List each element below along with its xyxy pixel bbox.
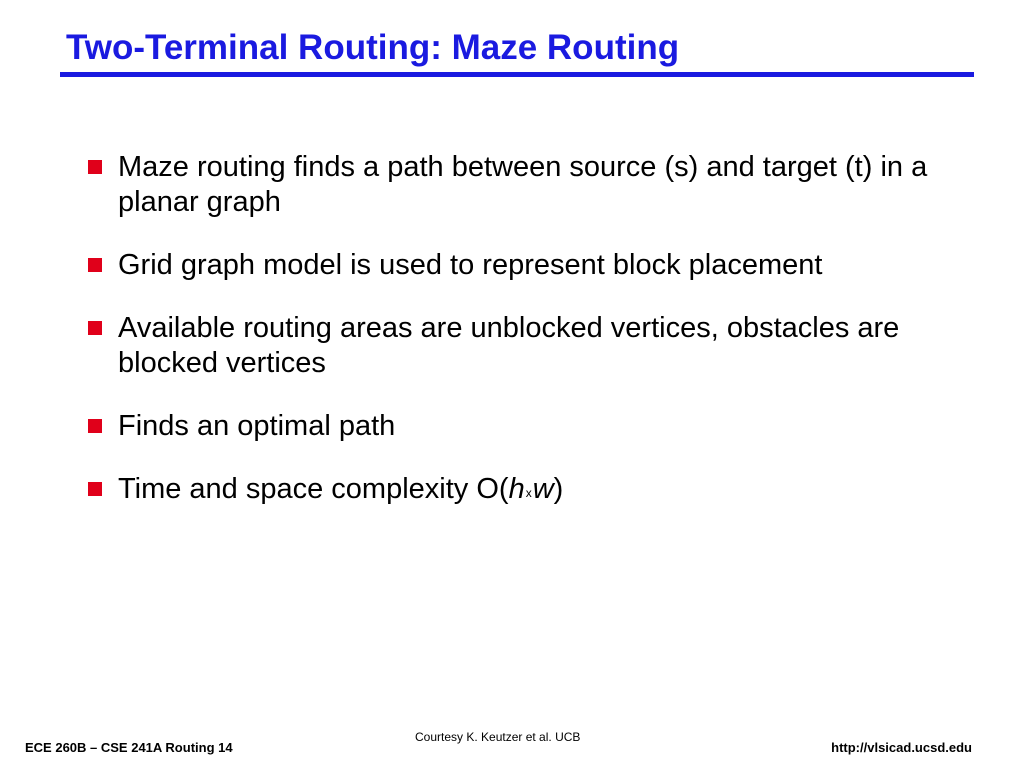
footer-course: ECE 260B – CSE 241A Routing 14 [25, 740, 233, 755]
footer-credit: Courtesy K. Keutzer et al. UCB [415, 730, 581, 744]
bullet-text: Maze routing finds a path between source (s) and target (t) in a planar graph [118, 151, 928, 218]
complexity-suffix: ) [553, 473, 564, 505]
bullet-text: Available routing areas are unblocked vertices, obstacles are blocked vertices [118, 312, 900, 379]
bullet-item [88, 472, 988, 511]
times-symbol: x [525, 486, 532, 500]
complexity-prefix: Time and space complexity O( [118, 473, 509, 505]
variable-h: h [508, 473, 525, 505]
title-underline [60, 72, 974, 77]
square-bullet-icon [88, 419, 102, 433]
bullet-list [88, 150, 988, 539]
variable-w: w [532, 473, 554, 505]
square-bullet-icon [88, 258, 102, 272]
bullet-text: Finds an optimal path [118, 410, 396, 442]
bullet-item [88, 150, 988, 220]
slide-title: Two-Terminal Routing: Maze Routing [66, 28, 680, 67]
bullet-item [88, 311, 988, 381]
bullet-item [88, 248, 988, 283]
square-bullet-icon [88, 160, 102, 174]
footer-url: http://vlsicad.ucsd.edu [831, 740, 972, 755]
bullet-text: Grid graph model is used to represent block placement [118, 249, 823, 281]
bullet-item [88, 409, 988, 444]
square-bullet-icon [88, 482, 102, 496]
bullet-text [118, 473, 563, 505]
square-bullet-icon [88, 321, 102, 335]
